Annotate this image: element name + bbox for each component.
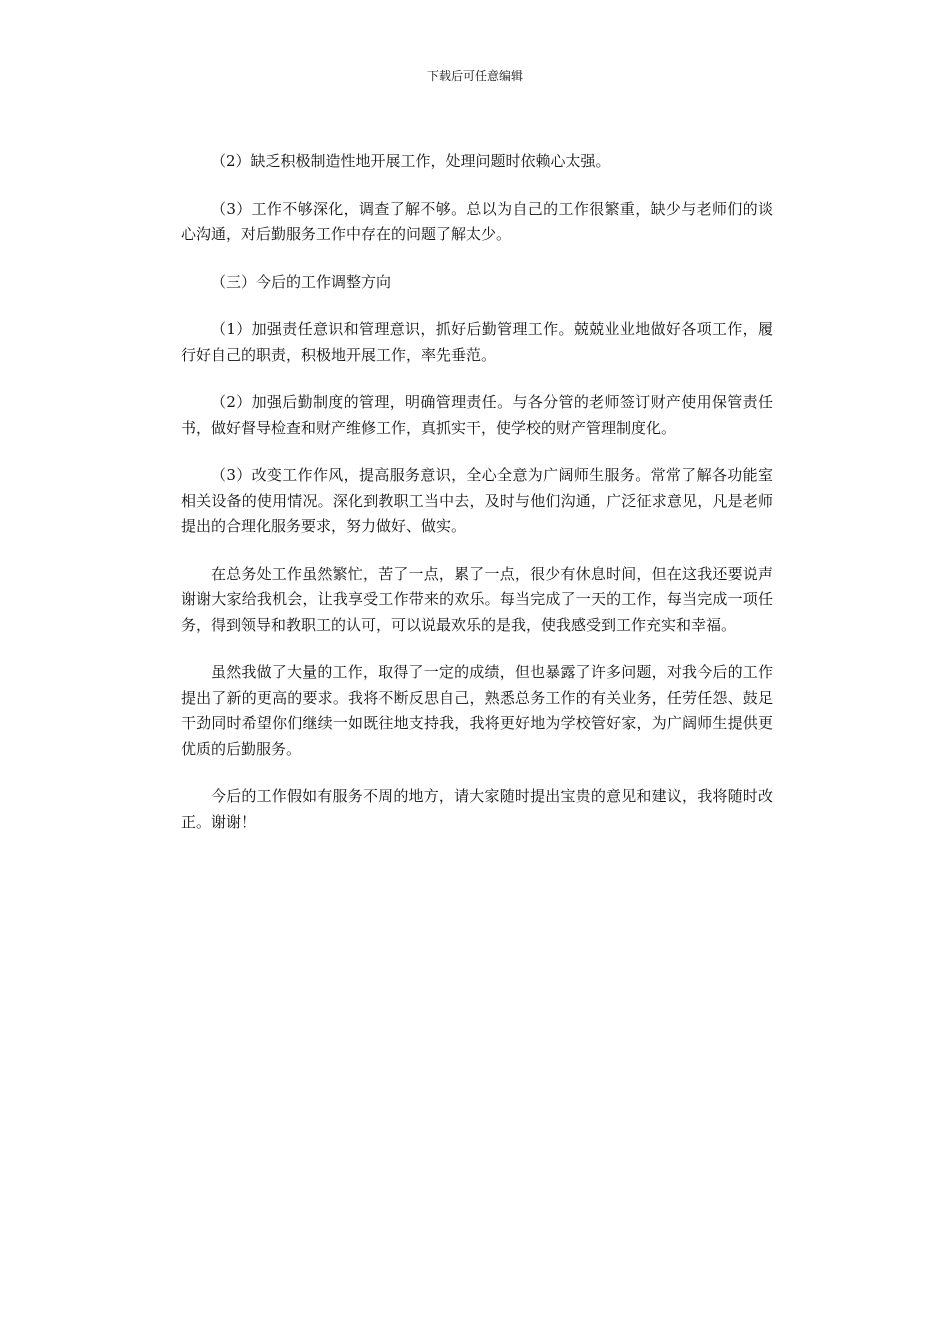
- document-body: [181, 149, 773, 857]
- section-heading: （三）今后的工作调整方向: [211, 272, 392, 291]
- paragraph: （3）工作不够深化，调查了解不够。总以为自己的工作很繁重，缺少与老师们的谈心沟通，对后勤服务工作中存在的问题了解太少。: [181, 199, 773, 243]
- paragraph: （2）加强后勤制度的管理，明确管理责任。与各分管的老师签订财产使用保管责任书，做好督导检查和财产维修工作，真抓实干，使学校的财产管理制度化。: [181, 393, 773, 437]
- paragraph: 虽然我做了大量的工作，取得了一定的成绩，但也暴露了许多问题，对我今后的工作提出了新的更高的要求。我将不断反思自己，熟悉总务工作的有关业务，任劳任怨、鼓足干劲同时希望你们继续一如既往地支持我，我将更好地为学校管好家，为广阔师生提供更优质的后勤服务。: [181, 663, 773, 758]
- paragraph: （3）改变工作作风，提高服务意识，全心全意为广阔师生服务。常常了解各功能室相关设备的使用情况。深化到教职工当中去，及时与他们沟通，广泛征求意见，凡是老师提出的合理化服务要求，努力做好、做实。: [181, 466, 773, 535]
- paragraph: （2）缺乏积极制造性地开展工作，处理问题时依赖心太强。: [211, 152, 611, 170]
- page-header: 下载后可任意编辑: [426, 69, 523, 83]
- paragraph: 在总务处工作虽然繁忙，苦了一点，累了一点，很少有休息时间，但在这我还要说声谢谢大家给我机会，让我享受工作带来的欢乐。每当完成了一天的工作，每当完成一项任务，得到领导和教职工的认可，可以说最欢乐的是我，使我感受到工作充实和幸福。: [181, 564, 773, 634]
- paragraph: （1）加强责任意识和管理意识，抓好后勤管理工作。兢兢业业地做好各项工作，履行好自己的职责，积极地开展工作，率先垂范。: [181, 320, 773, 364]
- paragraph: 今后的工作假如有服务不周的地方，请大家随时提出宝贵的意见和建议，我将随时改正。谢谢！: [181, 787, 773, 831]
